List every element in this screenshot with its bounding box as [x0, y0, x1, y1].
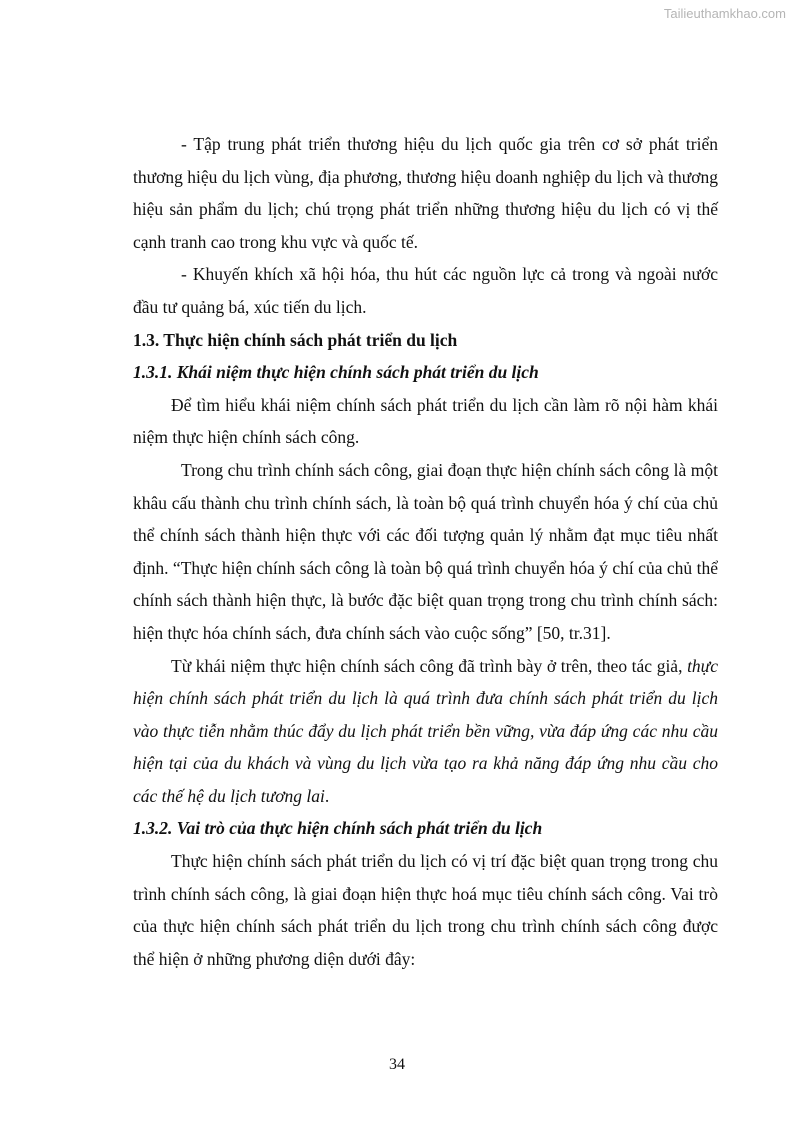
subsection-heading-1-3-1: 1.3.1. Khái niệm thực hiện chính sách phát triển du lịch	[133, 362, 539, 383]
definition-italic-text: thực hiện chính sách phát triển du lịch là quá trình đưa chính sách phát triển du lịch vào thực tiễn nhằm thúc đẩy du lịch phát triển bền vững, vừa đáp ứng các nhu cầu hiện tại của du khách và vùng du lịch vừa tạo ra khả năng đáp ứng nhu cầu cho các thế hệ du lịch tương lai	[133, 655, 718, 806]
definition-lead-text: Từ khái niệm thực hiện chính sách công đã trình bày ở trên, theo tác giả,	[171, 655, 688, 676]
subsection-heading-1-3-2: 1.3.2. Vai trò của thực hiện chính sách phát triển du lịch	[133, 818, 543, 839]
document-body	[133, 128, 718, 975]
paragraph-role: Thực hiện chính sách phát triển du lịch có vị trí đặc biệt quan trọng trong chu trình chính sách công, là giai đoạn hiện thực hoá mục tiêu chính sách công. Vai trò của thực hiện chính sách phát triển du lịch trong chu trình chính sách công được thể hiện ở những phương diện dưới đây:	[133, 851, 718, 969]
definition-end-text: .	[324, 785, 330, 806]
section-heading-1-3: 1.3. Thực hiện chính sách phát triển du lịch	[133, 329, 458, 350]
watermark: Tailieuthamkhao.com	[663, 6, 786, 21]
page-number: 34	[389, 1056, 405, 1073]
paragraph-concept-intro: Để tìm hiểu khái niệm chính sách phát triển du lịch cần làm rõ nội hàm khái niệm thực hiện chính sách công.	[133, 394, 718, 448]
paragraph-definition	[133, 650, 718, 813]
paragraph-policy-cycle: Trong chu trình chính sách công, giai đoạn thực hiện chính sách công là một khâu cấu thành chu trình chính sách, là toàn bộ quá trình chuyển hóa ý chí của chủ thể chính sách thành hiện thực với các đối tượng quản lý nhằm đạt mục tiêu nhất định. “Thực hiện chính sách công là toàn bộ quá trình chuyển hóa ý chí của chủ thể chính sách thành hiện thực, là bước đặc biệt quan trọng trong chu trình chính sách: hiện thực hóa chính sách, đưa chính sách vào cuộc sống” [50, tr.31].	[133, 459, 718, 643]
paragraph-socialization: - Khuyến khích xã hội hóa, thu hút các nguồn lực cả trong và ngoài nước đầu tư quảng bá, xúc tiến du lịch.	[133, 264, 718, 317]
paragraph-brand-development: - Tập trung phát triển thương hiệu du lịch quốc gia trên cơ sở phát triển thương hiệu du lịch vùng, địa phương, thương hiệu doanh nghiệp du lịch và thương hiệu sản phẩm du lịch; chú trọng phát triển những thương hiệu du lịch có vị thế cạnh tranh cao trong khu vực và quốc tế.	[133, 134, 718, 252]
